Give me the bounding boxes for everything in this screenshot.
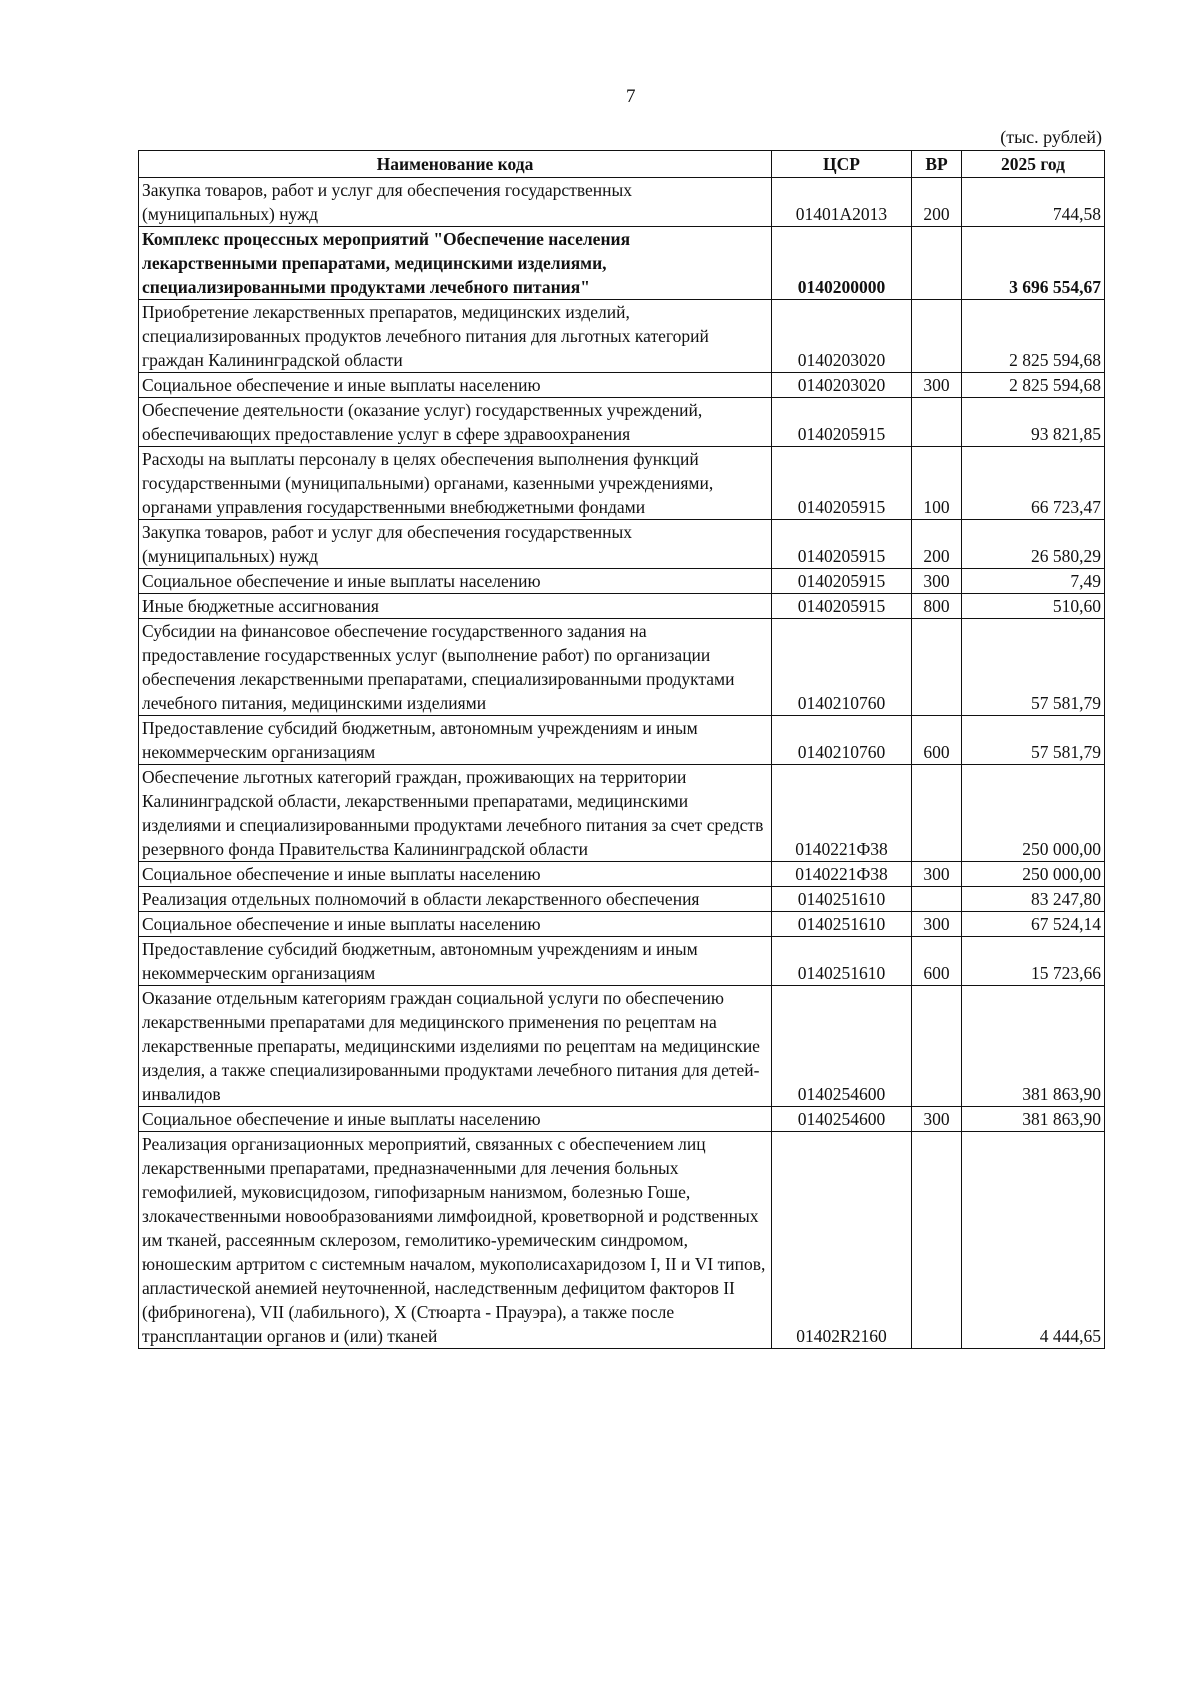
row-name: Комплекс процессных мероприятий "Обеспечение населения лекарственными препаратами, медицинскими изделиями, специализированными продуктами лечебного питания" [139, 227, 772, 300]
row-name: Приобретение лекарственных препаратов, медицинских изделий, специализированных продуктов лечебного питания для льготных категорий граждан Калининградской области [139, 300, 772, 373]
row-amount: 3 696 554,67 [962, 227, 1105, 300]
row-name: Иные бюджетные ассигнования [139, 594, 772, 619]
row-csr: 0140210760 [772, 619, 912, 716]
row-csr: 0140254600 [772, 986, 912, 1107]
row-amount: 57 581,79 [962, 716, 1105, 765]
row-name: Закупка товаров, работ и услуг для обеспечения государственных (муниципальных) нужд [139, 178, 772, 227]
table-row [139, 300, 1105, 373]
row-amount: 93 821,85 [962, 398, 1105, 447]
row-amount: 26 580,29 [962, 520, 1105, 569]
header-csr: ЦСР [772, 151, 912, 178]
units-label: (тыс. рублей) [1000, 127, 1102, 147]
row-vr [912, 1132, 962, 1349]
row-vr: 600 [912, 937, 962, 986]
row-amount: 66 723,47 [962, 447, 1105, 520]
row-csr: 0140254600 [772, 1107, 912, 1132]
row-csr: 0140210760 [772, 716, 912, 765]
row-amount: 83 247,80 [962, 887, 1105, 912]
row-vr: 300 [912, 912, 962, 937]
row-vr: 300 [912, 1107, 962, 1132]
table-row [139, 227, 1105, 300]
row-amount: 7,49 [962, 569, 1105, 594]
row-name: Обеспечение деятельности (оказание услуг) государственных учреждений, обеспечивающих предоставление услуг в сфере здравоохранения [139, 398, 772, 447]
row-csr: 0140200000 [772, 227, 912, 300]
row-vr: 300 [912, 373, 962, 398]
row-amount: 744,58 [962, 178, 1105, 227]
row-vr [912, 765, 962, 862]
row-name: Предоставление субсидий бюджетным, автономным учреждениям и иным некоммерческим организациям [139, 937, 772, 986]
table-row [139, 1132, 1105, 1349]
row-amount: 4 444,65 [962, 1132, 1105, 1349]
table-row [139, 887, 1105, 912]
row-amount: 381 863,90 [962, 986, 1105, 1107]
budget-table [138, 150, 1105, 1349]
row-name: Реализация организационных мероприятий, связанных с обеспечением лиц лекарственными препаратами, предназначенными для лечения больных гемофилией, муковисцидозом, гипофизарным нанизмом, болезнью Гоше, злокачественными новообразованиями лимфоидной, кроветворной и родственных им тканей, рассеянным склерозом, гемолитико-уремическим синдромом, юношеским артритом с системным началом, мукополисахаридозом I, II и VI типов, апластической анемией неуточненной, наследственным дефицитом факторов II (фибриногена), VII (лабильного), X (Стюарта - Прауэра), а также после трансплантации органов и (или) тканей [139, 1132, 772, 1349]
row-amount: 250 000,00 [962, 765, 1105, 862]
table-row [139, 986, 1105, 1107]
row-amount: 2 825 594,68 [962, 373, 1105, 398]
header-name: Наименование кода [139, 151, 772, 178]
table-row [139, 862, 1105, 887]
row-name: Предоставление субсидий бюджетным, автономным учреждениям и иным некоммерческим организациям [139, 716, 772, 765]
row-csr: 0140221Ф38 [772, 862, 912, 887]
row-vr [912, 887, 962, 912]
row-csr: 0140205915 [772, 398, 912, 447]
table-row [139, 373, 1105, 398]
row-csr: 0140205915 [772, 569, 912, 594]
table-header-row [139, 151, 1105, 178]
table-row [139, 619, 1105, 716]
row-csr: 0140221Ф38 [772, 765, 912, 862]
table-row [139, 569, 1105, 594]
row-csr: 0140251610 [772, 912, 912, 937]
row-name: Реализация отдельных полномочий в области лекарственного обеспечения [139, 887, 772, 912]
row-amount: 250 000,00 [962, 862, 1105, 887]
row-vr: 100 [912, 447, 962, 520]
row-name: Социальное обеспечение и иные выплаты населению [139, 862, 772, 887]
table-row [139, 594, 1105, 619]
row-vr: 300 [912, 862, 962, 887]
row-name: Обеспечение льготных категорий граждан, проживающих на территории Калининградской области, лекарственными препаратами, медицинскими изделиями и специализированными продуктами лечебного питания за счет средств резервного фонда Правительства Калининградской области [139, 765, 772, 862]
row-name: Оказание отдельным категориям граждан социальной услуги по обеспечению лекарственными препаратами для медицинского применения по рецептам на лекарственные препараты, медицинскими изделиями по рецептам на медицинские изделия, а также специализированными продуктами лечебного питания для детей-инвалидов [139, 986, 772, 1107]
row-csr: 0140251610 [772, 937, 912, 986]
row-csr: 0140205915 [772, 447, 912, 520]
table-row [139, 912, 1105, 937]
row-amount: 2 825 594,68 [962, 300, 1105, 373]
row-csr: 0140251610 [772, 887, 912, 912]
table-row [139, 937, 1105, 986]
row-vr [912, 619, 962, 716]
row-amount: 57 581,79 [962, 619, 1105, 716]
table-row [139, 398, 1105, 447]
header-vr: ВР [912, 151, 962, 178]
row-name: Социальное обеспечение и иные выплаты населению [139, 373, 772, 398]
table-row [139, 765, 1105, 862]
row-amount: 381 863,90 [962, 1107, 1105, 1132]
table-body [139, 178, 1105, 1349]
row-name: Социальное обеспечение и иные выплаты населению [139, 569, 772, 594]
header-year: 2025 год [962, 151, 1105, 178]
row-csr: 0140203020 [772, 300, 912, 373]
row-name: Социальное обеспечение и иные выплаты населению [139, 912, 772, 937]
table-row [139, 716, 1105, 765]
row-vr: 800 [912, 594, 962, 619]
row-csr: 0140205915 [772, 594, 912, 619]
row-vr [912, 227, 962, 300]
row-csr: 01402R2160 [772, 1132, 912, 1349]
row-vr: 200 [912, 178, 962, 227]
row-vr: 300 [912, 569, 962, 594]
table-row [139, 1107, 1105, 1132]
row-vr: 200 [912, 520, 962, 569]
row-amount: 67 524,14 [962, 912, 1105, 937]
table-row [139, 447, 1105, 520]
row-amount: 15 723,66 [962, 937, 1105, 986]
row-csr: 0140205915 [772, 520, 912, 569]
row-vr: 600 [912, 716, 962, 765]
row-name: Расходы на выплаты персоналу в целях обеспечения выполнения функций государственными (муниципальными) органами, казенными учреждениями, органами управления государственными внебюджетными фондами [139, 447, 772, 520]
page-number: 7 [626, 86, 636, 107]
row-csr: 0140203020 [772, 373, 912, 398]
table-row [139, 520, 1105, 569]
row-name: Закупка товаров, работ и услуг для обеспечения государственных (муниципальных) нужд [139, 520, 772, 569]
row-vr [912, 986, 962, 1107]
row-csr: 01401А2013 [772, 178, 912, 227]
row-name: Социальное обеспечение и иные выплаты населению [139, 1107, 772, 1132]
table-row [139, 178, 1105, 227]
row-amount: 510,60 [962, 594, 1105, 619]
row-vr [912, 398, 962, 447]
row-name: Субсидии на финансовое обеспечение государственного задания на предоставление государственных услуг (выполнение работ) по организации обеспечения лекарственными препаратами, специализированными продуктами лечебного питания, медицинскими изделиями [139, 619, 772, 716]
row-vr [912, 300, 962, 373]
